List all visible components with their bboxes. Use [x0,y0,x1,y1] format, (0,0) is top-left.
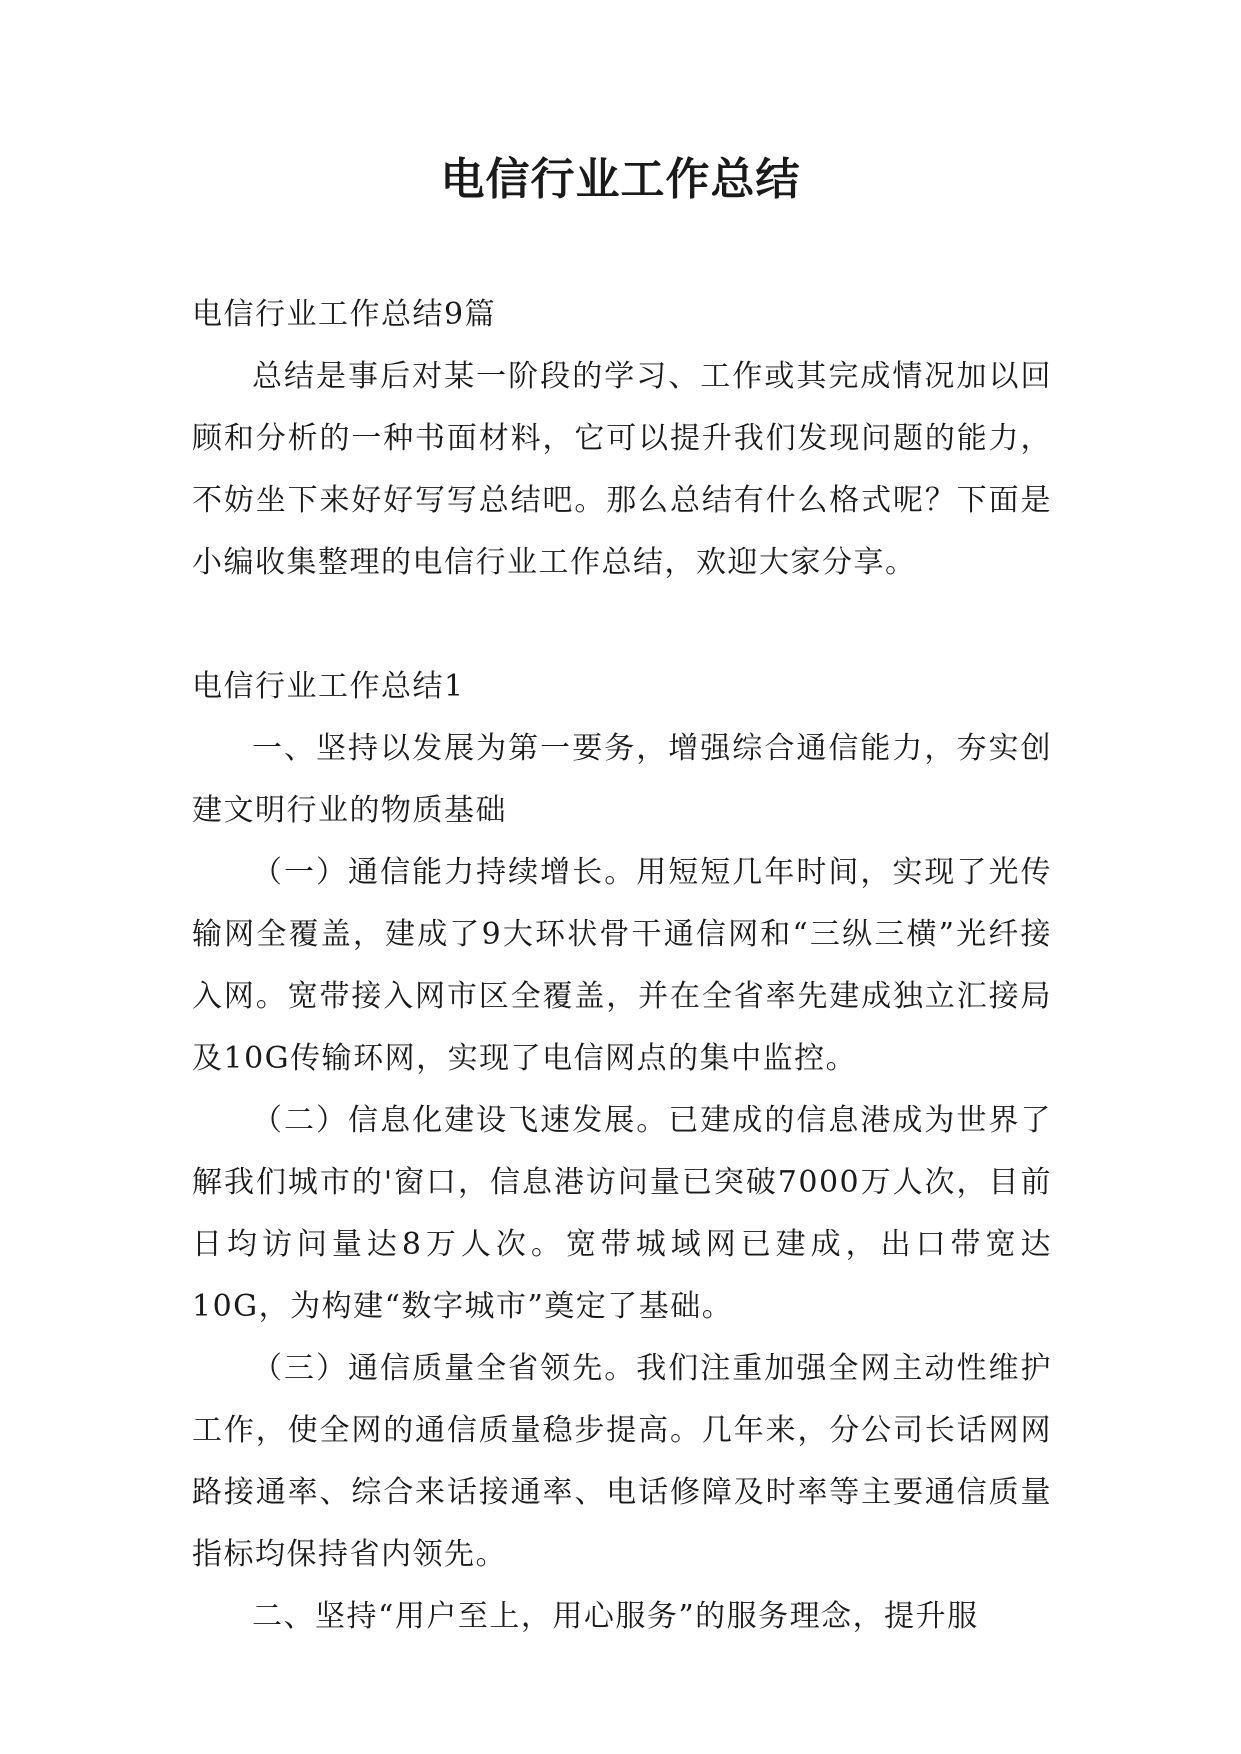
document-body [192,284,1052,1648]
body-paragraph: 二、坚持“用户至上，用心服务”的服务理念，提升服 [252,1599,979,1634]
section-heading: 电信行业工作总结1 [192,669,465,704]
section-spacer [192,594,1052,656]
intro-paragraph: 总结是事后对某一阶段的学习、工作或其完成情况加以回顾和分析的一种书面材料，它可以提升我们发现问题的能力，不妨坐下来好好写写总结吧。那么总结有什么格式呢？下面是小编收集整理的电信行业工作总结，欢迎大家分享。 [192,359,1052,580]
body-paragraph: （三）通信质量全省领先。我们注重加强全网主动性维护工作，使全网的通信质量稳步提高。几年来，分公司长话网网路接通率、综合来话接通率、电话修障及时率等主要通信质量指标均保持省内领先。 [192,1351,1052,1572]
body-paragraph: （一）通信能力持续增长。用短短几年时间，实现了光传输网全覆盖，建成了9大环状骨干通信网和“三纵三横”光纤接入网。宽带接入网市区全覆盖，并在全省率先建成独立汇接局及10G传输环网，实现了电信网点的集中监控。 [192,855,1052,1076]
body-paragraph: （二）信息化建设飞速发展。已建成的信息港成为世界了解我们城市的'窗口，信息港访问量已突破7000万人次，目前日均访问量达8万人次。宽带城域网已建成，出口带宽达10G，为构建“数字城市”奠定了基础。 [192,1103,1052,1324]
document-subtitle: 电信行业工作总结9篇 [192,297,497,332]
body-paragraph: 一、坚持以发展为第一要务，增强综合通信能力，夯实创建文明行业的物质基础 [192,731,1052,828]
document-title: 电信行业工作总结 [440,154,801,205]
